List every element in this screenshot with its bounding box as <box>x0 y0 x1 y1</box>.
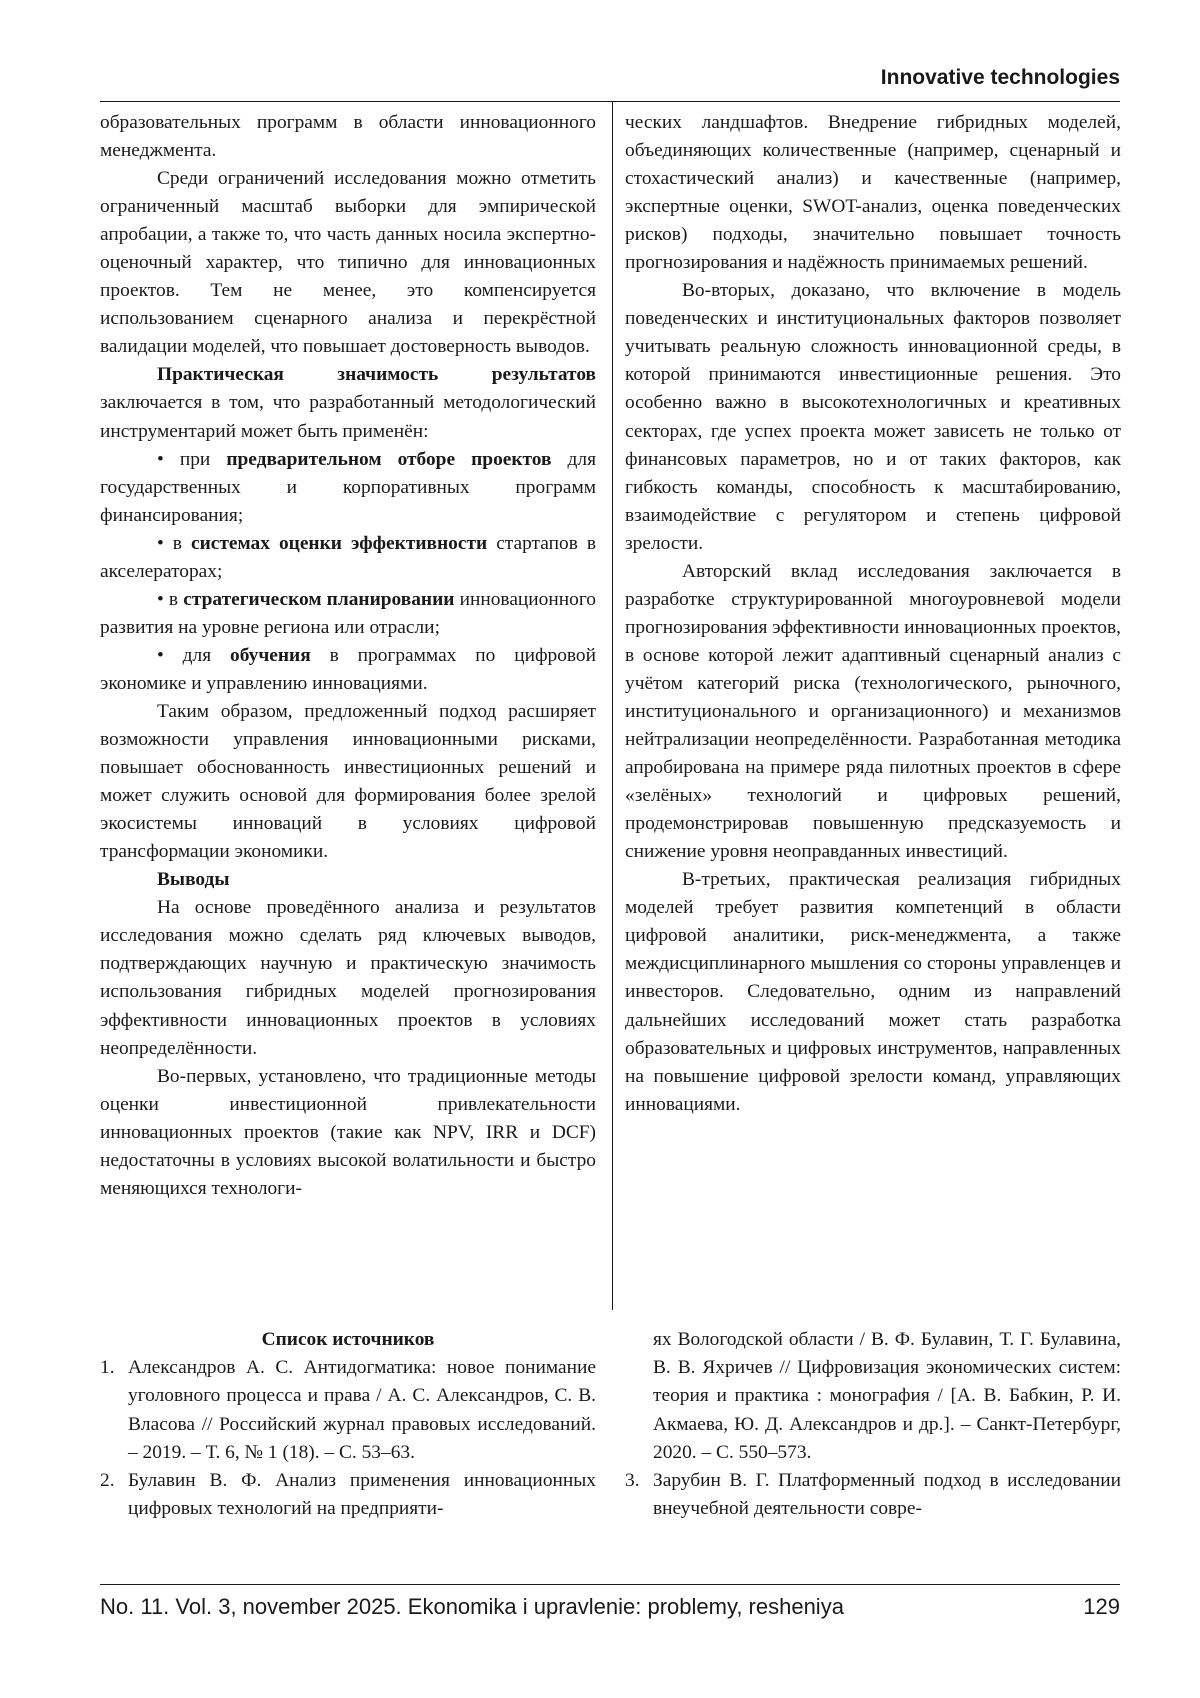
paragraph: В-третьих, практическая реализация гибридных моделей требует развития компетенций в области цифровой аналитики, риск-менеджмента, а также междисциплинарного мышления со стороны управленцев и инвесторов. Следовательно, одним из направлений дальнейших исследований может стать разработка образовательных и цифровых инструментов, направленных на повышение цифровой зрелости команд, управляющих инновациями. <box>625 869 1121 1115</box>
page-number: 129 <box>1083 1594 1120 1619</box>
paragraph: Таким образом, предложенный подход расширяет возможности управления инновационными рисками, повышает обоснованность инвестиционных решений и может служить основой для формирования более зрелой экосистемы инноваций в условиях цифровой трансформации экономики. <box>100 700 596 863</box>
paragraph: Авторский вклад исследования заключается в разработке структурированной многоуровневой модели прогнозирования эффективности инновационных проектов, в основе которой лежит адаптивный сценарный анализ с учётом категорий риска (технологического, рыночного, институционального и организационного) и механизмов нейтрализации неопределённости. Разработанная методика апробирована на примере ряда пилотных проектов в сфере «зелёных» технологий и цифровых решений, продемонстрировав повышенную предсказуемость и снижение уровня неоправданных инвестиций. <box>625 560 1121 863</box>
paragraph: Во-первых, установлено, что традиционные методы оценки инвестиционной привлекательности инновационных проектов (такие как NPV, IRR и DCF) недостаточны в условиях высокой волатильности и быстро меняющихся технологи- <box>100 1065 596 1199</box>
paragraph: образовательных программ в области инновационного менеджмента. <box>100 112 596 162</box>
running-header: Innovative technologies <box>880 66 1120 89</box>
right-column <box>625 109 1121 1119</box>
footer-rule <box>100 1584 1120 1585</box>
references-title: Список источников <box>261 1329 435 1350</box>
reference-item: 2. Булавин В. Ф. Анализ применения инновационных цифровых технологий на предприяти- <box>100 1470 596 1520</box>
section-heading: Выводы <box>157 869 230 891</box>
bullet-item: • в стратегическом планировании инновационного развития на уровне региона или отрасли; <box>100 588 596 638</box>
paragraph: На основе проведённого анализа и результатов исследования можно сделать ряд ключевых выводов, подтверждающих научную и практическую значимость использования гибридных моделей прогнозирования эффективности инновационных проектов в условиях неопределённости. <box>100 897 596 1059</box>
bullet-item: • для обучения в программах по цифровой экономике и управлению инновациями. <box>100 644 596 694</box>
reference-item: 3. Зарубин В. Г. Платформенный подход в исследовании внеучебной деятельности совре- <box>625 1470 1121 1520</box>
journal-citation: No. 11. Vol. 3, november 2025. Ekonomika i upravlenie: problemy, resheniya <box>100 1594 844 1619</box>
bullet-item: • в системах оценки эффективности стартапов в акселераторах; <box>100 532 597 582</box>
paragraph: Во-вторых, доказано, что включение в модель поведенческих и институциональных факторов позволяет учитывать реальную сложность инновационной среды, в которой принимаются инвестиционные решения. Это особенно важно в высокотехнологичных и креативных секторах, где успех проекта может зависеть не только от финансовых параметров, но и от таких факторов, как гибкость команды, способность к масштабированию, взаимодействие с регулятором и степень цифровой зрелости. <box>625 280 1121 554</box>
paragraph: Практическая значимость результатов заключается в том, что разработанный методологический инструментарий может быть применён: <box>100 364 596 442</box>
column-divider <box>612 102 613 1310</box>
bold-phrase: Практическая значимость результатов <box>157 364 596 386</box>
bullet-item: • при предварительном отборе проектов для государственных и корпоративных программ финансирования; <box>100 448 597 526</box>
paragraph: ческих ландшафтов. Внедрение гибридных моделей, объединяющих количественные (например, сценарный и стохастический анализ) и качественные (например, экспертные оценки, SWOT-анализ, оценка поведенческих рисков) подходы, значительно повышает точность прогнозирования и надёжность принимаемых решений. <box>625 112 1121 274</box>
header-rule <box>100 101 1120 102</box>
references-left <box>100 1326 596 1523</box>
left-column <box>100 109 596 1203</box>
reference-continuation: ях Вологодской области / В. Ф. Булавин, Т. Г. Булавина, В. В. Яхричев // Цифровизация экономических систем: теория и практика : монография / [А. В. Бабкин, Р. И. Акмаева, Ю. Д. Александров и др.]. – Санкт-Петербург, 2020. – С. 550–573. <box>653 1329 1121 1463</box>
reference-item: 1. Александров А. С. Антидогматика: новое понимание уголовного процесса и права / А. С. Александров, С. В. Власова // Российский журнал правовых исследований. – 2019. – Т. 6, № 1 (18). – С. 53–63. <box>100 1357 596 1463</box>
references-right <box>625 1326 1121 1523</box>
paragraph: Среди ограничений исследования можно отметить ограниченный масштаб выборки для эмпирической апробации, а также то, что часть данных носила экспертно-оценочный характер, что типично для инновационных проектов. Тем не менее, это компенсируется использованием сценарного анализа и перекрёстной валидации моделей, что повышает достоверность выводов. <box>100 168 596 358</box>
